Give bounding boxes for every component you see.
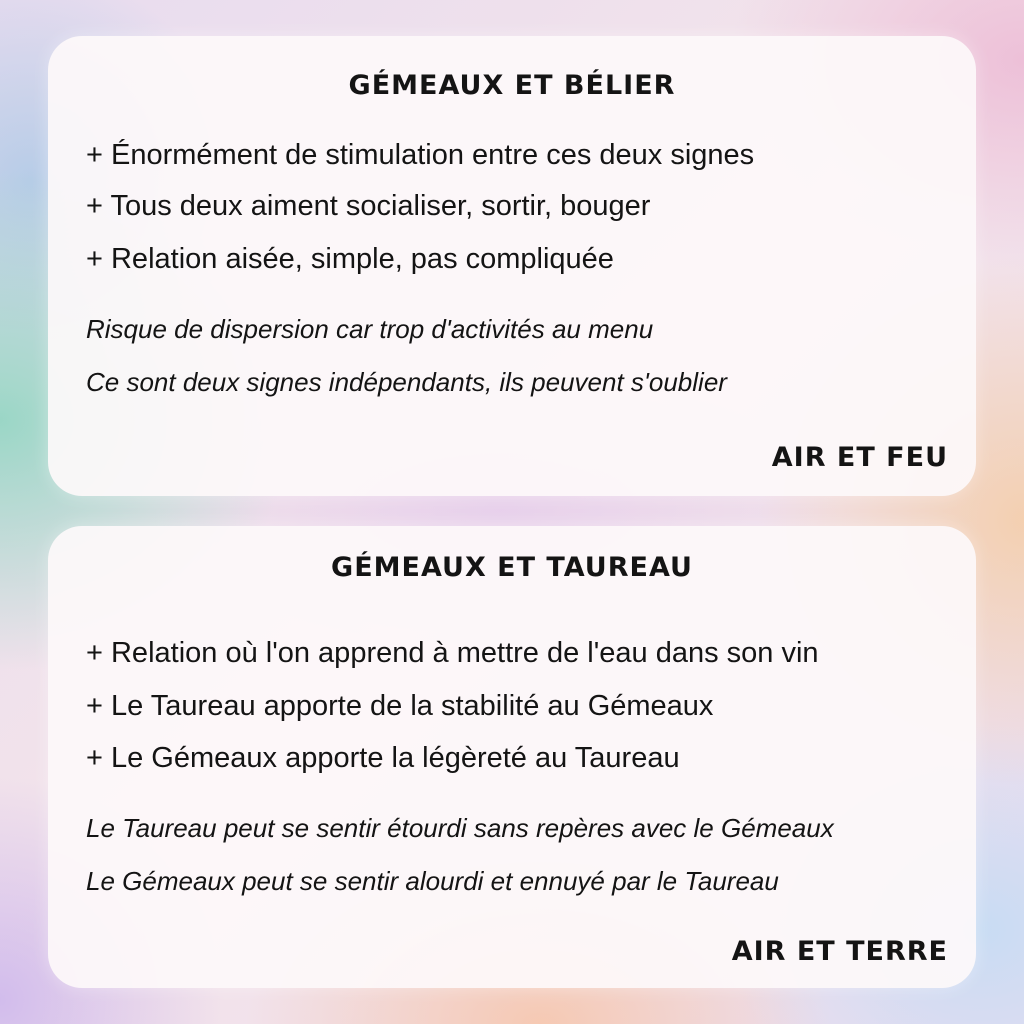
pro-item: + Relation où l'on apprend à mettre de l'eau dans son vin <box>86 637 819 669</box>
con-item: Risque de dispersion car trop d'activités au menu <box>86 314 654 344</box>
pro-item: + Énormément de stimulation entre ces deux signes <box>86 139 755 171</box>
compatibility-card-gemeaux-belier <box>48 36 976 496</box>
pro-item: + Tous deux aiment socialiser, sortir, bouger <box>86 190 651 222</box>
pro-item: + Le Taureau apporte de la stabilité au Gémeaux <box>86 690 714 722</box>
card-title: GÉMEAUX ET TAUREAU <box>331 552 693 583</box>
con-item: Le Gémeaux peut se sentir alourdi et ennuyé par le Taureau <box>86 866 779 896</box>
elements-tag: AIR ET TERRE <box>731 936 948 967</box>
con-item: Ce sont deux signes indépendants, ils peuvent s'oublier <box>86 367 727 397</box>
pro-item: + Relation aisée, simple, pas compliquée <box>86 243 614 275</box>
con-item: Le Taureau peut se sentir étourdi sans repères avec le Gémeaux <box>86 813 834 843</box>
compatibility-card-gemeaux-taureau <box>48 526 976 988</box>
card-title: GÉMEAUX ET BÉLIER <box>348 70 676 101</box>
elements-tag: AIR ET FEU <box>771 442 948 473</box>
pro-item: + Le Gémeaux apporte la légèreté au Taureau <box>86 742 680 774</box>
